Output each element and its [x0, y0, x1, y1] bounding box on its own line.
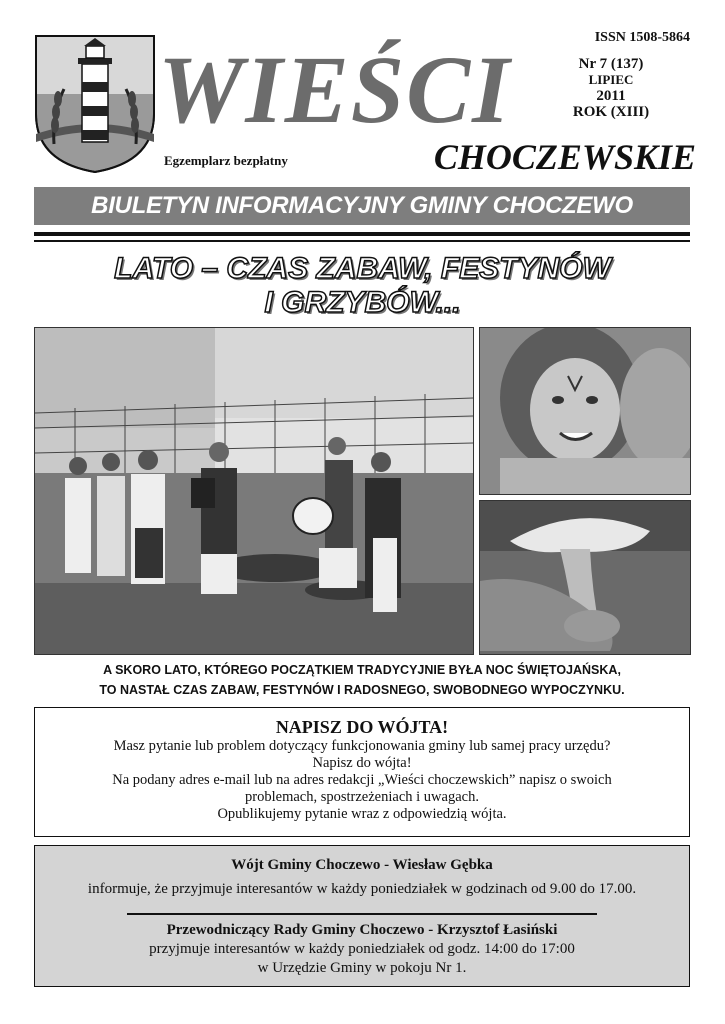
issn-number: ISSN 1508-5864 — [594, 30, 690, 45]
issue-volume: ROK (XIII) — [572, 104, 650, 120]
folk-band-photo — [34, 327, 474, 655]
write-box-line: problemach, spostrzeżeniach i uwagach. — [245, 789, 479, 805]
mayor-hours: informuje, że przyjmuje interesantów w każdy poniedziałek w godzinach od 9.00 do 17.00. — [87, 881, 637, 897]
write-box-heading: NAPISZ DO WÓJTA! — [275, 717, 449, 737]
caption-line-1: A SKORO LATO, KTÓREGO POCZĄTKIEM TRADYCYJNIE BYŁA NOC ŚWIĘTOJAŃSKA, — [103, 663, 621, 677]
issue-year: 2011 — [596, 88, 626, 104]
caption-line-2: TO NASTAŁ CZAS ZABAW, FESTYNÓW I RADOSNEGO, SWOBODNEGO WYPOCZYNKU. — [99, 683, 625, 697]
write-box-line: Masz pytanie lub problem dotyczący funkcjonowania gminy lub samej pracy urzędu? — [113, 738, 611, 754]
council-chair-title: Przewodniczący Rady Gminy Choczewo - Krzysztof Łasiński — [166, 921, 558, 938]
hours-divider — [127, 913, 597, 915]
mushroom-photo — [479, 500, 691, 655]
bulletin-banner: BIULETYN INFORMACYJNY GMINY CHOCZEWO — [34, 187, 690, 225]
write-box-line: Na podany adres e-mail lub na adres redakcji „Wieści choczewskich” napisz o swoich — [112, 772, 612, 788]
write-to-mayor-box — [34, 707, 690, 837]
headline — [60, 252, 665, 320]
mayor-title: Wójt Gminy Choczewo - Wiesław Gębka — [231, 857, 493, 873]
masthead-title: WIEŚCI — [158, 36, 512, 143]
child-photo — [479, 327, 691, 495]
headline-line-1: LATO – CZAS ZABAW, FESTYNÓW — [114, 252, 611, 285]
headline-line-2: I GRZYBÓW... — [264, 286, 461, 319]
divider-thin — [34, 240, 690, 242]
office-hours-box — [34, 845, 690, 987]
masthead-subtitle: CHOCZEWSKIE — [433, 137, 696, 177]
write-box-line: Napisz do wójta! — [312, 755, 412, 771]
council-hours: przyjmuje interesantów w każdy poniedziałek od godz. 14:00 do 17:00 — [149, 940, 575, 957]
divider-thick — [34, 232, 690, 236]
write-box-line: Opublikujemy pytanie wraz z odpowiedzią wójta. — [217, 806, 507, 822]
photo-caption — [34, 660, 690, 700]
free-copy-label: Egzemplarz bezpłatny — [164, 153, 288, 168]
council-location: w Urzędzie Gminy w pokoju Nr 1. — [257, 959, 467, 976]
issue-month: LIPIEC — [588, 72, 634, 87]
issue-meta — [560, 56, 662, 120]
issue-number: Nr 7 (137) — [578, 56, 644, 72]
crest-logo — [34, 34, 156, 174]
